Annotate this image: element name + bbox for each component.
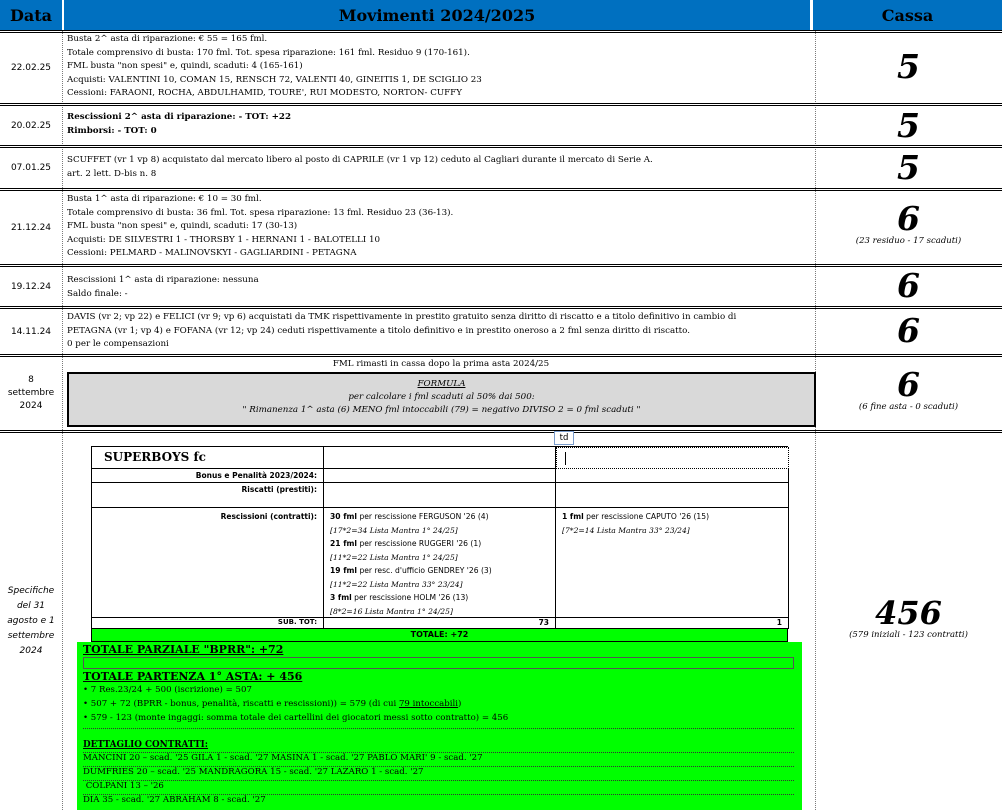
rescission-amount: 21 fml	[330, 539, 358, 548]
subtot-left: 73	[538, 618, 549, 627]
cash-value: 456	[875, 594, 942, 632]
rescission-note: [7*2=14 Lista Mantra 33° 23/24]	[562, 525, 690, 535]
cash-value: 6	[897, 199, 920, 238]
date-part: 2024	[19, 646, 43, 656]
subtot-right: 1	[776, 618, 782, 627]
rescission-note: [11*2=22 Lista Mantra 1° 24/25]	[330, 552, 458, 562]
desc-line: DAVIS (vr 2; vp 22) e FELICI (vr 9; vp 6) acquistati da TMK rispettivamente in prestito gratuito senza diritto di riscatto e a titolo definitivo in cambio di	[67, 312, 737, 322]
desc-line: Rescissioni 2^ asta di riparazione: - TOT: +22	[67, 112, 291, 122]
desc-line: Acquisti: VALENTINI 10, COMAN 15, RENSCH 72, VALENTI 40, GINEITIS 1, DE SCIGLIO 23	[67, 74, 482, 85]
rescission-text: per rescissione FERGUSON '26 (4)	[357, 512, 489, 521]
cash-note: (579 iniziali - 123 contratti)	[849, 630, 968, 640]
row-date: 21.12.24	[10, 222, 52, 233]
desc-line: art. 2 lett. D-bis n. 8	[67, 168, 157, 179]
row-description	[67, 111, 809, 138]
riscatti-value-cell	[324, 483, 556, 508]
header-cash: Cassa	[813, 0, 1002, 30]
rescission-note: [17*2=34 Lista Mantra 1° 24/25]	[330, 525, 458, 535]
formula-line: " Rimanenza 1^ asta (6) MENO fml intoccabili (79) = negativo DIVISO 2 = 0 fml scaduti "	[242, 405, 641, 415]
desc-line: Saldo finale: -	[67, 288, 128, 299]
cash-value: 5	[897, 106, 920, 145]
partenza-close: )	[458, 699, 462, 709]
rescission-text: per rescissione HOLM '26 (13)	[351, 593, 469, 602]
formula-label: FORMULA	[417, 379, 466, 389]
bonus-label: Bonus e Penalità 2023/2024:	[195, 471, 317, 480]
desc-line: Cessioni: PELMARD - MALINOVSKYI - GAGLIARDINI - PETAGNA	[67, 248, 357, 259]
contract-line: COLPANI 13 – '26	[83, 781, 164, 791]
team-cell	[92, 447, 324, 469]
desc-line: FML busta "non spesi" e, quindi, scaduti: 17 (30-13)	[67, 221, 298, 232]
rescission-amount: 3 fml	[330, 593, 352, 602]
team-blank-cell	[324, 447, 556, 469]
desc-line: Totale comprensivo di busta: 170 fml. Tot. spesa riparazione: 161 fml. Residuo 9 (170-161).	[67, 47, 470, 58]
text-cursor	[565, 452, 566, 465]
row-cash	[815, 148, 1002, 187]
parziale-blank	[83, 657, 794, 669]
row-divider	[0, 354, 1002, 357]
rescission-text: per resc. d'ufficio GENDREY '26 (3)	[357, 566, 492, 575]
bonus-value-cell	[556, 469, 789, 483]
rescission-amount: 30 fml	[330, 512, 358, 521]
row-description	[67, 154, 809, 181]
riscatti-label-cell	[92, 483, 324, 508]
row-cash	[815, 365, 1002, 412]
row-date: 20.02.25	[10, 120, 52, 131]
row-cash	[815, 311, 1002, 350]
rescission-text: per rescissione CAPUTO '26 (15)	[583, 512, 710, 521]
formula-title: FML rimasti in cassa dopo la prima asta 2024/25	[332, 359, 550, 369]
riscatti-value-cell	[556, 483, 789, 508]
selected-cell[interactable]	[556, 447, 789, 469]
date-part: settembre	[7, 631, 55, 641]
partenza-title: TOTALE PARTENZA 1° ASTA: + 456	[83, 670, 303, 683]
rescission-amount: 1 fml	[562, 512, 584, 521]
contract-line: DUMFRIES 20 – scad. '25 MANDRAGORA 15 - scad. '27 LAZARO 1 - scad. '27	[83, 767, 424, 777]
row-description	[67, 311, 809, 352]
row-cash	[815, 266, 1002, 305]
totale-bar: TOTALE: +72	[91, 628, 788, 642]
bonus-value-cell	[324, 469, 556, 483]
row-cash	[815, 106, 1002, 145]
cash-value: 6	[897, 365, 920, 404]
partenza-line	[83, 699, 461, 709]
rescissioni-left-cell	[324, 508, 556, 618]
rescission-amount: 19 fml	[330, 566, 358, 575]
td-tag: td	[554, 431, 574, 445]
desc-line: Rescissioni 1^ asta di riparazione: nessuna	[67, 275, 259, 285]
row-date: 22.02.25	[10, 63, 52, 73]
date-part: agosto e 1	[7, 616, 55, 626]
row-divider	[0, 145, 1002, 148]
row-date: 19.12.24	[10, 281, 52, 292]
desc-line: PETAGNA (vr 1; vp 4) e FOFANA (vr 12; vp 24) ceduti rispettivamente a titolo definitivo e in prestito oneroso a 2 fml senza diritto di riscatto.	[67, 325, 691, 336]
contract-line: DIA 35 - scad. '27 ABRAHAM 8 - scad. '27	[83, 795, 266, 805]
date-part: settembre	[7, 388, 55, 398]
desc-line: Busta 2^ asta di riparazione: € 55 = 165 fml.	[67, 34, 268, 44]
desc-line: Acquisti: DE SILVESTRI 1 - THORSBY 1 - HERNANI 1 - BALOTELLI 10	[67, 234, 381, 245]
row-cash	[815, 596, 1002, 640]
separator	[83, 728, 794, 729]
desc-line: SCUFFET (vr 1 vp 8) acquistato dal mercato libero al posto di CAPRILE (vr 1 vp 12) ceduto al Cagliari durante il mercato di Serie A.	[67, 155, 653, 165]
date-part: Specifiche	[7, 586, 55, 596]
row-divider	[0, 103, 1002, 106]
rescissioni-right-cell	[556, 508, 789, 618]
team-name: SUPERBOYS fc	[104, 450, 206, 464]
rescissioni-label-cell	[92, 508, 324, 618]
bonus-label-cell	[92, 469, 324, 483]
desc-line: Rimborsi: - TOT: 0	[67, 125, 157, 136]
rescission-note: [11*2=22 Lista Mantra 33° 23/24]	[330, 579, 463, 589]
separator	[83, 780, 794, 781]
row-date: 14.11.24	[10, 326, 52, 337]
partenza-line: • 7 Res.23/24 + 500 (iscrizione) = 507	[83, 685, 252, 695]
row-divider	[0, 188, 1002, 191]
desc-line: Cessioni: FARAONI, ROCHA, ABDULHAMID, TOURE', RUI MODESTO, NORTON- CUFFY	[67, 88, 462, 99]
desc-line: FML busta "non spesi" e, quindi, scaduti: 4 (165-161)	[67, 61, 303, 72]
row-description	[67, 274, 809, 301]
row-date	[0, 433, 62, 810]
partenza-text: • 507 + 72 (BPRR - bonus, penalità, riscatti e rescissioni)) = 579 (di cui	[83, 699, 399, 709]
rescissioni-label: Rescissioni (contratti):	[220, 512, 317, 521]
row-date: 07.01.25	[10, 163, 52, 173]
rescission-item	[330, 537, 549, 564]
row-divider	[0, 430, 1002, 433]
row-divider	[0, 264, 1002, 267]
row-description	[67, 33, 809, 101]
formula-line: per calcolare i fml scaduti al 50% dai 500:	[348, 392, 535, 402]
row-date	[0, 357, 62, 430]
row-cash	[815, 199, 1002, 246]
intoccabili-link: 79 intoccabili	[398, 699, 459, 709]
header-moves: Movimenti 2024/2025	[64, 0, 810, 30]
cash-value: 6	[897, 311, 920, 350]
parziale-title: TOTALE PARZIALE "BPRR": +72	[83, 643, 284, 656]
partenza-line: • 579 - 123 (monte ingaggi: somma totale dei cartellini dei giocatori messi sotto contratto) = 456	[83, 713, 509, 723]
contract-line: MANCINI 20 – scad. '25 GILA 1 - scad. '27 MASINA 1 - scad. '27 PABLO MARI' 9 - scad. '27	[83, 753, 483, 763]
rescission-item	[562, 510, 782, 537]
dettaglio-title: DETTAGLIO CONTRATTI:	[83, 740, 209, 750]
cash-note: (23 residuo - 17 scaduti)	[855, 236, 962, 246]
row-description	[67, 193, 809, 261]
rescission-note: [8*2=16 Lista Mantra 1° 24/25]	[330, 606, 453, 616]
desc-line: Totale comprensivo di busta: 36 fml. Tot. spesa riparazione: 13 fml. Residuo 23 (36-13).	[67, 207, 454, 218]
summary-box	[77, 642, 802, 810]
desc-line: 0 per le compensazioni	[67, 339, 169, 350]
row-cash	[815, 47, 1002, 86]
date-part: 2024	[19, 401, 43, 411]
rescission-item	[330, 591, 549, 618]
cash-note: (6 fine asta - 0 scaduti)	[858, 402, 959, 412]
rescission-text: per rescissione RUGGERI '26 (1)	[357, 539, 482, 548]
cash-value: 5	[897, 148, 920, 187]
cash-value: 5	[897, 47, 920, 86]
desc-line: Busta 1^ asta di riparazione: € 10 = 30 fml.	[67, 194, 262, 204]
riscatti-label: Riscatti (prestiti):	[241, 485, 317, 494]
formula-box	[67, 372, 816, 427]
rescission-item	[330, 564, 549, 591]
rescission-item	[330, 510, 549, 537]
cash-value: 6	[897, 266, 920, 305]
row-divider	[0, 306, 1002, 309]
superboys-table	[91, 446, 788, 628]
date-part: 8	[28, 375, 34, 385]
header-date: Data	[0, 0, 62, 30]
subtot-label: SUB. TOT:	[277, 618, 317, 626]
date-part: del 31	[16, 601, 46, 611]
